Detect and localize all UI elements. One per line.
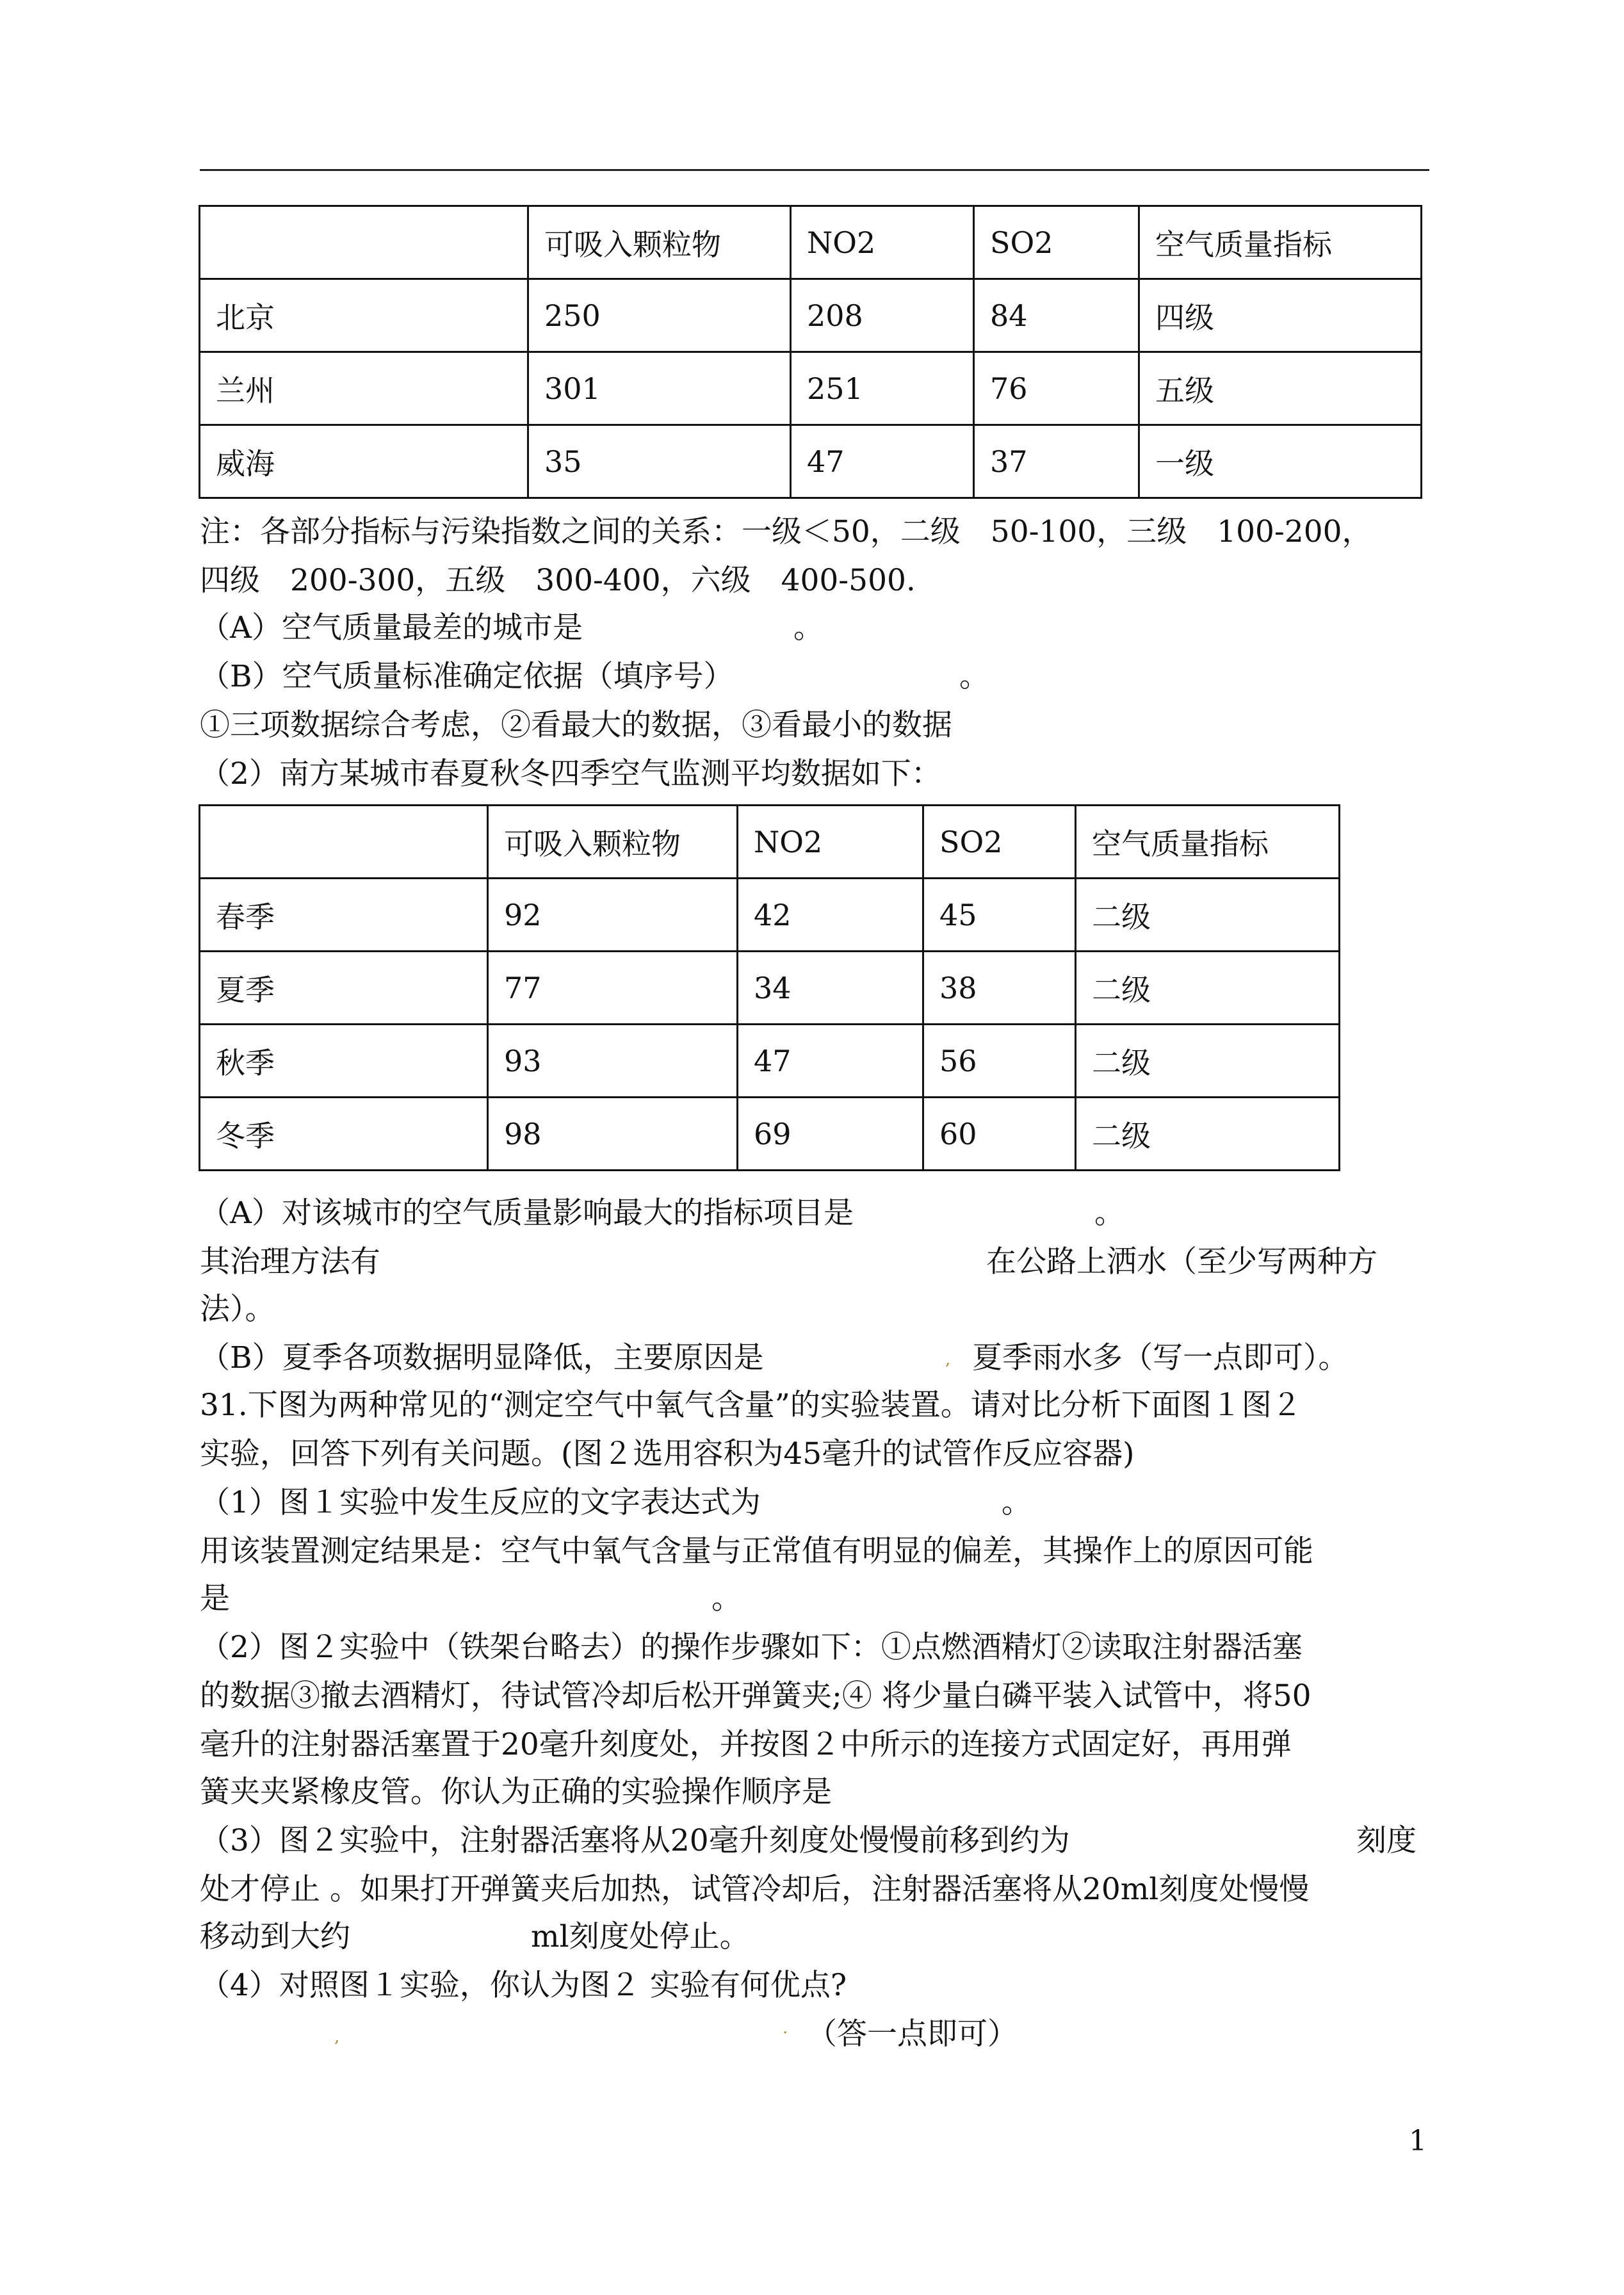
question-line: （答一点即可） [807, 2016, 1018, 2052]
question-line: （1）图１实验中发生反应的文字表达式为 。 [200, 1485, 1032, 1520]
season-air-quality-table [199, 804, 1340, 1171]
table-cell: 37 [974, 425, 1139, 498]
question-line: （4）对照图１实验，你认为图２ 实验有何优点? [200, 1968, 847, 2003]
question-line: 其治理方法有 [200, 1244, 380, 1279]
table-cell: 二级 [1076, 879, 1340, 952]
header-rule [200, 169, 1429, 171]
table-cell: 34 [738, 952, 923, 1025]
question-line: 毫升的注射器活塞置于20毫升刻度处，并按图２中所示的连接方式固定好，再用弹 [200, 1727, 1292, 1762]
table-row [200, 425, 1422, 498]
table-cell: 93 [488, 1025, 738, 1098]
table-cell: 一级 [1139, 425, 1422, 498]
table-cell: 92 [488, 879, 738, 952]
table-cell: 二级 [1076, 952, 1340, 1025]
question-2: （2）南方某城市春夏秋冬四季空气监测平均数据如下： [200, 756, 941, 791]
table-cell: 可吸入颗粒物 [528, 206, 791, 279]
table-cell: 69 [738, 1098, 923, 1171]
table-row [200, 952, 1340, 1025]
question-line: 移动到大约 ml刻度处停止。 [200, 1919, 750, 1954]
question-line: 刻度 [1356, 1823, 1417, 1858]
question-b: （B）空气质量标准确定依据（填序号） 。 [200, 659, 990, 694]
table-header-row [200, 206, 1422, 279]
table-row [200, 352, 1422, 425]
note-line: 四级 200-300，五级 300-400，六级 400-500. [200, 563, 916, 598]
question-line: 31.下图为两种常见的“测定空气中氧气含量”的实验装置。请对比分析下面图１图２ [200, 1388, 1302, 1423]
question-a: （A）空气质量最差的城市是 。 [200, 610, 824, 645]
question-line: 在公路上洒水（至少写两种方 [986, 1244, 1377, 1279]
table-cell: 84 [974, 279, 1139, 352]
table-cell: 47 [791, 425, 974, 498]
question-line: （B）夏季各项数据明显降低，主要原因是 [200, 1340, 764, 1375]
table-cell [200, 206, 528, 279]
table-cell: 二级 [1076, 1025, 1340, 1098]
table-cell: 二级 [1076, 1098, 1340, 1171]
table-cell: 春季 [200, 879, 488, 952]
table-row [200, 1025, 1340, 1098]
table-cell: 35 [528, 425, 791, 498]
page-number: 1 [1409, 2125, 1427, 2157]
table-row [200, 879, 1340, 952]
table-cell: 空气质量指标 [1076, 806, 1340, 879]
table-cell [200, 806, 488, 879]
table-cell: 251 [791, 352, 974, 425]
options-line: ①三项数据综合考虑，②看最大的数据，③看最小的数据 [200, 708, 952, 743]
tick-mark: . [783, 2018, 788, 2038]
table-cell: 威海 [200, 425, 528, 498]
table-cell: 60 [923, 1098, 1076, 1171]
question-line: 用该装置测定结果是：空气中氧气含量与正常值有明显的偏差，其操作上的原因可能 [200, 1534, 1313, 1569]
table-cell: 250 [528, 279, 791, 352]
table-cell: 四级 [1139, 279, 1422, 352]
table-cell: 五级 [1139, 352, 1422, 425]
table-header-row [200, 806, 1340, 879]
table-cell: 冬季 [200, 1098, 488, 1171]
note-line: 注：各部分指标与污染指数之间的关系：一级＜50，二级 50-100，三级 100-200， [200, 514, 1372, 549]
table-cell: 98 [488, 1098, 738, 1171]
table-cell: 兰州 [200, 352, 528, 425]
table-cell: 47 [738, 1025, 923, 1098]
question-line: 夏季雨水多（写一点即可）。 [972, 1340, 1349, 1375]
table-cell: 42 [738, 879, 923, 952]
table-cell: 77 [488, 952, 738, 1025]
table-cell: 76 [974, 352, 1139, 425]
table-cell: 空气质量指标 [1139, 206, 1422, 279]
table-row [200, 1098, 1340, 1171]
tick-mark: , [334, 2027, 340, 2047]
question-line: 处才停止 。如果打开弹簧夹后加热，试管冷却后，注射器活塞将从20ml刻度处慢慢 [200, 1872, 1310, 1907]
table-cell: 301 [528, 352, 791, 425]
tick-mark: , [945, 1350, 951, 1369]
question-line: 的数据③撤去酒精灯，待试管冷却后松开弹簧夹;④ 将少量白磷平装入试管中，将50 [200, 1678, 1311, 1714]
table-cell: 38 [923, 952, 1076, 1025]
table-cell: SO2 [923, 806, 1076, 879]
question-line: 簧夹夹紧橡皮管。你认为正确的实验操作顺序是 [200, 1774, 832, 1810]
table-cell: 可吸入颗粒物 [488, 806, 738, 879]
table-cell: SO2 [974, 206, 1139, 279]
question-line: （3）图２实验中，注射器活塞将从20毫升刻度处慢慢前移到约为 [200, 1823, 1070, 1858]
question-line: 实验，回答下列有关问题。(图２选用容积为45毫升的试管作反应容器) [200, 1436, 1135, 1472]
table-cell: 北京 [200, 279, 528, 352]
table-cell: 208 [791, 279, 974, 352]
question-line: （A）对该城市的空气质量影响最大的指标项目是 。 [200, 1196, 1125, 1231]
table-cell: NO2 [738, 806, 923, 879]
table-cell: 夏季 [200, 952, 488, 1025]
table-cell: 秋季 [200, 1025, 488, 1098]
question-line: 是 。 [200, 1581, 742, 1616]
table-cell: 45 [923, 879, 1076, 952]
table-row [200, 279, 1422, 352]
city-air-quality-table [199, 205, 1422, 499]
table-cell: 56 [923, 1025, 1076, 1098]
question-line: 法）。 [200, 1292, 275, 1327]
question-line: （2）图２实验中（铁架台略去）的操作步骤如下：①点燃酒精灯②读取注射器活塞 [200, 1630, 1303, 1665]
table-cell: NO2 [791, 206, 974, 279]
